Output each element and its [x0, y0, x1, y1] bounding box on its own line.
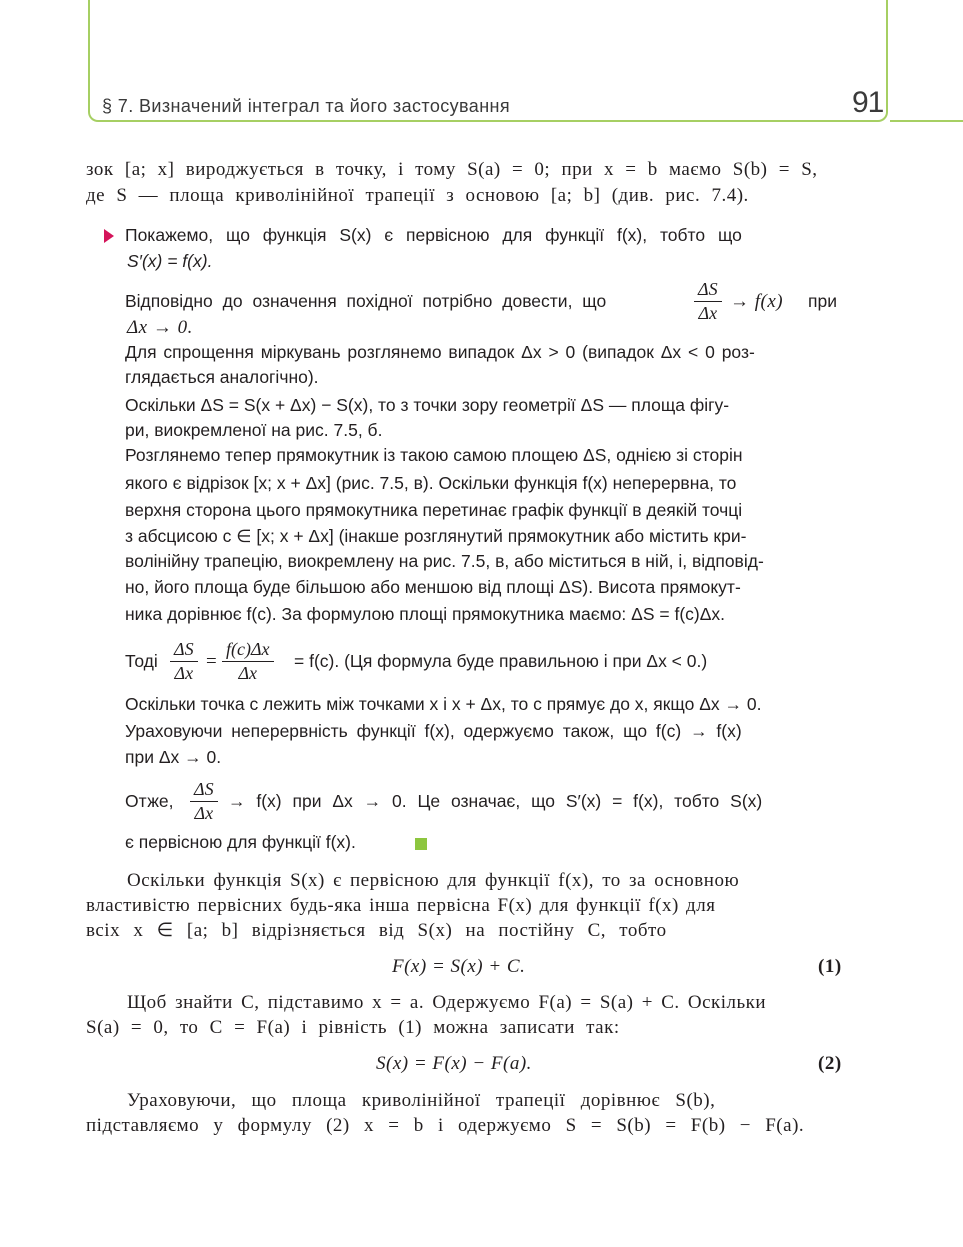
formula: S′(x) = f(x).: [127, 251, 213, 271]
formula-number: (2): [818, 1053, 842, 1074]
paragraph-line: Для спрощення міркувань розглянемо випадок Δx > 0 (випадок Δx < 0 роз-: [125, 342, 755, 362]
fraction-numerator: ΔS: [190, 780, 218, 802]
paragraph-line: = f(c). (Ця формула буде правильною і при Δx < 0.): [294, 651, 708, 671]
paragraph-line: Відповідно до означення похідної потрібно довести, що: [125, 291, 607, 311]
paragraph-line: Оскільки функція S(x) є первісною для функції f(x), то за основною: [127, 870, 740, 891]
paragraph-line: при: [808, 291, 837, 311]
fraction-delta-s-over-delta-x: [190, 780, 218, 823]
paragraph-line: Ураховуючи неперервність функції f(x), одержуємо також, що f(c) → f(x): [125, 721, 742, 741]
paragraph-line: Оскільки точка c лежить між точками x і x + Δx, то c прямує до x, якщо Δx → 0.: [125, 694, 762, 714]
paragraph-line: Покажемо, що функція S(x) є первісною для функції f(x), тобто що: [125, 225, 742, 245]
formula-number: (1): [818, 956, 842, 977]
formula-2: S(x) = F(x) − F(a).: [376, 1053, 532, 1074]
paragraph-line: Тоді: [125, 651, 158, 671]
fraction-numerator: ΔS: [694, 280, 722, 302]
fraction-denominator: Δx: [194, 802, 214, 823]
paragraph-line: Розглянемо тепер прямокутник із такою самою площею ΔS, однією зі сторін: [125, 445, 743, 465]
paragraph-line: Отже,: [125, 791, 174, 811]
fraction-denominator: Δx: [174, 662, 194, 683]
fraction-denominator: Δx: [238, 662, 258, 683]
proof-start-icon: [104, 229, 114, 243]
fraction-numerator: ΔS: [170, 640, 198, 662]
fraction-denominator: Δx: [698, 302, 718, 323]
fraction-fc-delta-x: [222, 640, 274, 683]
paragraph-line: де S — площа криволінійної трапеції з основою [a; b] (див. рис. 7.4).: [86, 185, 749, 206]
running-title: § 7. Визначений інтеграл та його застосування: [102, 96, 511, 116]
paragraph-line: но, його площа буде більшою або меншою від площі ΔS). Висота прямокут-: [125, 577, 741, 597]
fraction-numerator: f(c)Δx: [222, 640, 274, 662]
formula: =: [206, 651, 218, 672]
formula-1: F(x) = S(x) + C.: [392, 956, 526, 977]
paragraph-line: верхня сторона цього прямокутника перетинає графік функції в деякій точці: [125, 500, 743, 520]
paragraph-line: при Δx → 0.: [125, 747, 222, 767]
page-number: 91: [852, 86, 884, 119]
paragraph-line: S(a) = 0, то C = F(a) і рівність (1) можна записати так:: [86, 1017, 620, 1038]
paragraph-line: властивістю первісних будь-яка інша первісна F(x) для функції f(x) для: [86, 895, 716, 916]
paragraph-line: → f(x) при Δx → 0. Це означає, що S′(x) = f(x), тобто S(x): [228, 791, 763, 811]
paragraph-line: зок [a; x] вироджується в точку, і тому S(a) = 0; при x = b маємо S(b) = S,: [86, 159, 818, 180]
fraction-delta-s-over-delta-x: [170, 640, 198, 683]
paragraph-line: Ураховуючи, що площа криволінійної трапеції дорівнює S(b),: [127, 1090, 716, 1111]
paragraph-line: всіх x ∈ [a; b] відрізняється від S(x) на постійну C, тобто: [86, 920, 667, 941]
paragraph-line: з абсцисою c ∈ [x; x + Δx] (інакше розглянутий прямокутник або містить кри-: [125, 526, 747, 546]
paragraph-line: якого є відрізок [x; x + Δx] (рис. 7.5, в). Оскільки функція f(x) неперервна, то: [125, 473, 737, 493]
header-rule: [890, 120, 963, 122]
formula: → f(x): [730, 291, 784, 312]
paragraph-line: ника дорівнює f(c). За формулою площі прямокутника маємо: ΔS = f(c)Δx.: [125, 604, 726, 624]
paragraph-line: ри, виокремленої на рис. 7.5, б.: [125, 420, 383, 440]
paragraph-line: глядається аналогічно).: [125, 367, 319, 387]
paragraph-line: підставляємо у формулу (2) x = b і одержуємо S = S(b) = F(b) − F(a).: [86, 1115, 805, 1136]
formula: Δx → 0.: [127, 317, 193, 338]
proof-end-icon: [415, 838, 427, 850]
fraction-delta-s-over-delta-x: [694, 280, 722, 323]
paragraph-line: Щоб знайти C, підставимо x = a. Одержуємо F(a) = S(a) + C. Оскільки: [127, 992, 767, 1013]
paragraph-line: волінійну трапецію, виокремлену на рис. 7.5, в, або міститься в ній, і, відповід-: [125, 551, 764, 571]
paragraph-line: є первісною для функції f(x).: [125, 832, 356, 852]
paragraph-line: Оскільки ΔS = S(x + Δx) − S(x), то з точки зору геометрії ΔS — площа фігу-: [125, 395, 730, 415]
